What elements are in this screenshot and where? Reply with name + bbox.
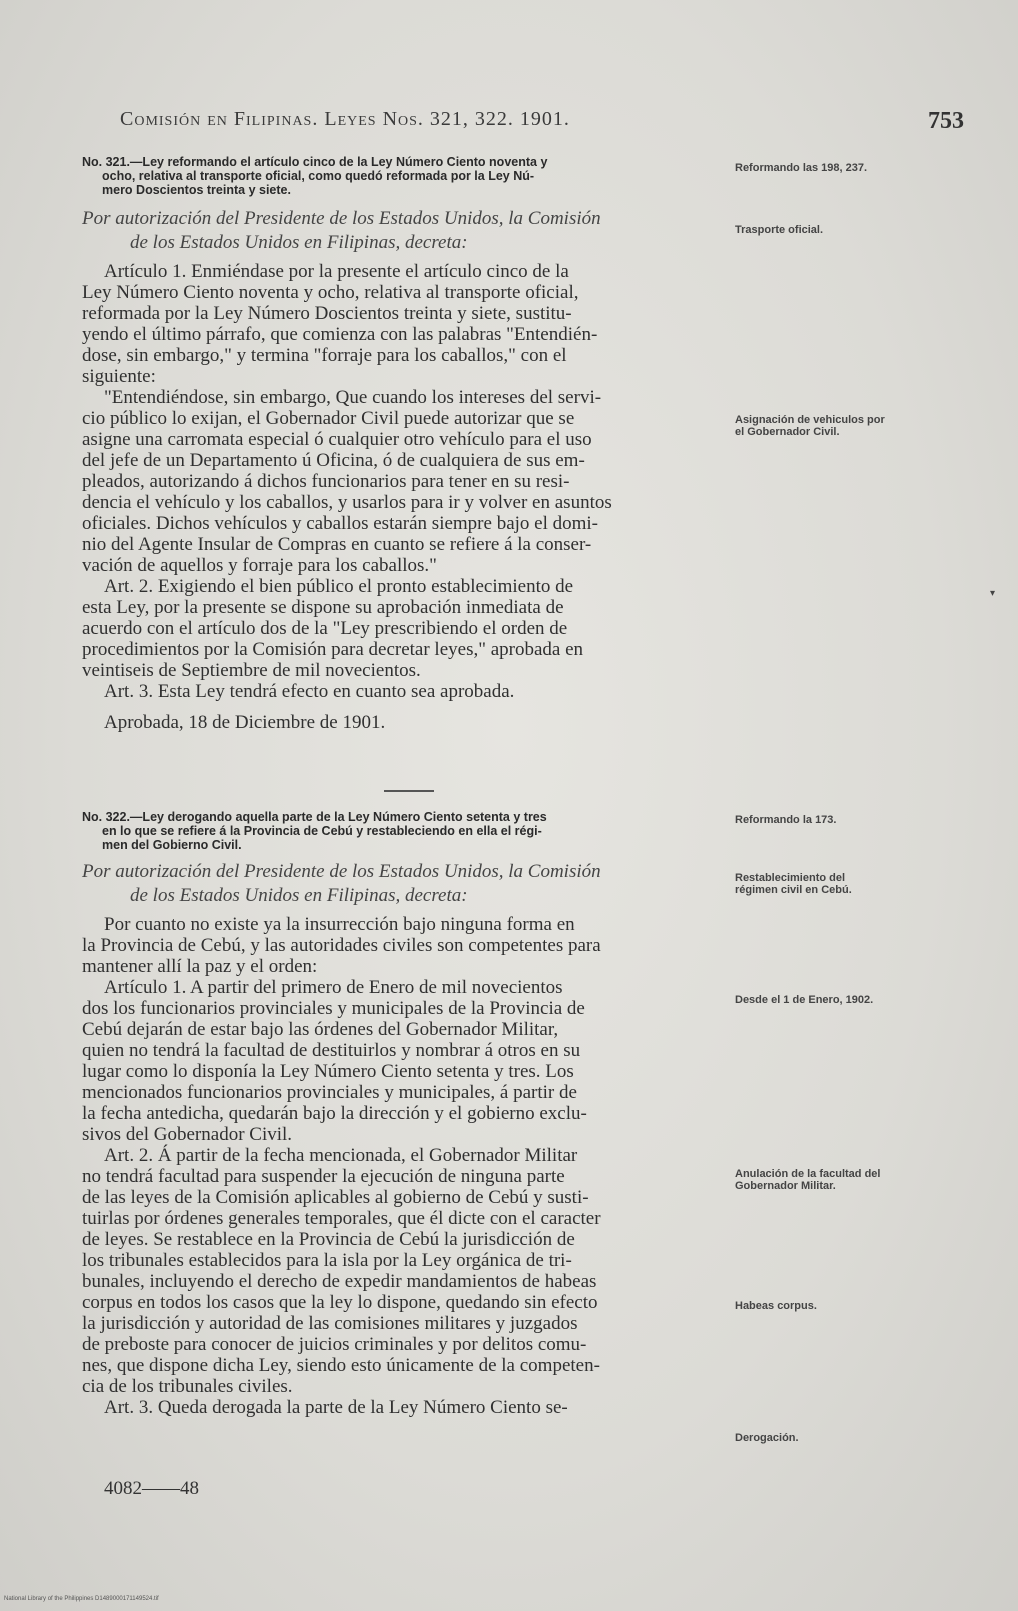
law-321-article-1: Artículo 1. Enmiéndase por la presente el artículo cinco de la Ley Número Ciento noventa y ocho, relativa al transporte oficial, reformada por la Ley Número Doscientos treinta y siete, sustitu- yendo el último párrafo, que comienza con las palabras "Entendién- dose, sin embargo," y termina "forraje para los caballos," con el siguiente: <box>82 261 598 387</box>
page-number: 753 <box>928 108 964 134</box>
law-321-block <box>82 155 717 734</box>
law-322-enacting-clause: Por autorización del Presidente de los Estados Unidos, la Comisión de los Estados Unidos en Filipinas, decreta: <box>82 861 601 906</box>
margin-note-official-transport: Trasporte oficial. <box>735 224 824 236</box>
law-322-article-3: Art. 3. Queda derogada la parte de la Ley Número Ciento se- <box>104 1397 568 1418</box>
law-322-preamble: Por cuanto no existe ya la insurrección bajo ninguna forma en la Provincia de Cebú, y las autoridades civiles son competentes para mantener allí la paz y el orden: <box>82 914 601 977</box>
law-322-article-2: Art. 2. Á partir de la fecha mencionada, el Gobernador Militar no tendrá facultad para suspender la ejecución de ninguna parte de las leyes de la Comisión aplicables al gobierno de Cebú y susti- tuirlas por órdenes generales temporales, que él dicte con el caracter de leyes. Se restablece en la Provincia de Cebú la jurisdicción de los tribunales establecidos para la isla por la Ley orgánica de tri- bunales, incluyendo el derecho de expedir mandamientos de habeas corpus en todos los casos que la ley lo dispone, quedando sin efecto la jurisdicción y autoridad de las comisiones militares y juzgados de preboste para conocer de juicios criminales y por delitos comu- nes, que dispone dicha Ley, siendo esto únicamente de la competen- cia de los tribunales civiles. <box>82 1145 601 1397</box>
margin-note-repeal: Derogación. <box>735 1432 799 1444</box>
scan-footnote: National Library of the Philippines D1489000171149524.tif <box>4 1596 159 1602</box>
law-321-article-3: Art. 3. Esta Ley tendrá efecto en cuanto sea aprobada. <box>104 681 515 702</box>
margin-note-annulment: Anulación de la facultad del Gobernador Militar. <box>735 1168 881 1192</box>
law-321-enacting-clause: Por autorización del Presidente de los Estados Unidos, la Comisión de los Estados Unidos en Filipinas, decreta: <box>82 208 601 253</box>
margin-note-effective-date: Desde el 1 de Enero, 1902. <box>735 994 874 1006</box>
law-321-quoted-proviso: "Entendiéndose, sin embargo, Que cuando los intereses del servi- cio público lo exijan, el Gobernador Civil puede autorizar que se asigne una carromata especial ó cualquier otro vehículo para el uso del jefe de un Departamento ú Oficina, ó de cualquiera de sus em- pleados, autorizando á dichos funcionarios para tener en su resi- dencia el vehículo y los caballos, y usarlos para ir y volver en asuntos oficiales. Dichos vehículos y caballos estarán siempre bajo el domi- nio del Agente Insular de Compras en cuanto se refiere á la conser- vación de aquellos y forraje para los caballos." <box>82 387 612 576</box>
law-322-title: No. 322.—Ley derogando aquella parte de la Ley Número Ciento setenta y tres en lo que se refiere á la Provincia de Cebú y restableciendo en ella el régi- men del Gobierno Civil. <box>82 810 547 852</box>
scan-mark: ▾ <box>990 588 996 599</box>
margin-note-habeas-corpus: Habeas corpus. <box>735 1300 817 1312</box>
printer-signature: 4082——48 <box>104 1478 199 1499</box>
law-321-approval-date: Aprobada, 18 de Diciembre de 1901. <box>104 712 386 733</box>
margin-note-amends-173: Reformando la 173. <box>735 814 837 826</box>
margin-note-civil-regime: Restablecimiento del régimen civil en Cebú. <box>735 872 852 896</box>
law-321-title: No. 321.—Ley reformando el artículo cinco de la Ley Número Ciento noventa y ocho, relativa al transporte oficial, como quedó reformada por la Ley Nú- mero Doscientos treinta y siete. <box>82 155 548 197</box>
section-divider <box>384 790 434 792</box>
law-321-article-2: Art. 2. Exigiendo el bien público el pronto establecimiento de esta Ley, por la presente se dispone su aprobación inmediata de acuerdo con el artículo dos de la "Ley prescribiendo el orden de procedimientos por la Comisión para decretar leyes," aprobada en veintiseis de Septiembre de mil novecientos. <box>82 576 584 681</box>
margin-note-amends: Reformando las 198, 237. <box>735 162 868 174</box>
law-322-block <box>82 810 717 1418</box>
margin-note-vehicle-assignment: Asignación de vehiculos por el Gobernador Civil. <box>735 414 885 438</box>
law-322-article-1: Artículo 1. A partir del primero de Enero de mil novecientos dos los funcionarios provinciales y municipales de la Provincia de Cebú dejarán de estar bajo las órdenes del Gobernador Militar, quien no tendrá la facultad de destituirlos y nombrar á otros en su lugar como lo disponía la Ley Número Ciento setenta y tres. Los mencionados funcionarios provinciales y municipales, á partir de la fecha antedicha, quedarán bajo la dirección y el gobierno exclu- sivos del Gobernador Civil. <box>82 977 587 1145</box>
running-header: Comisión en Filipinas. Leyes Nos. 321, 322. 1901. <box>120 108 570 130</box>
